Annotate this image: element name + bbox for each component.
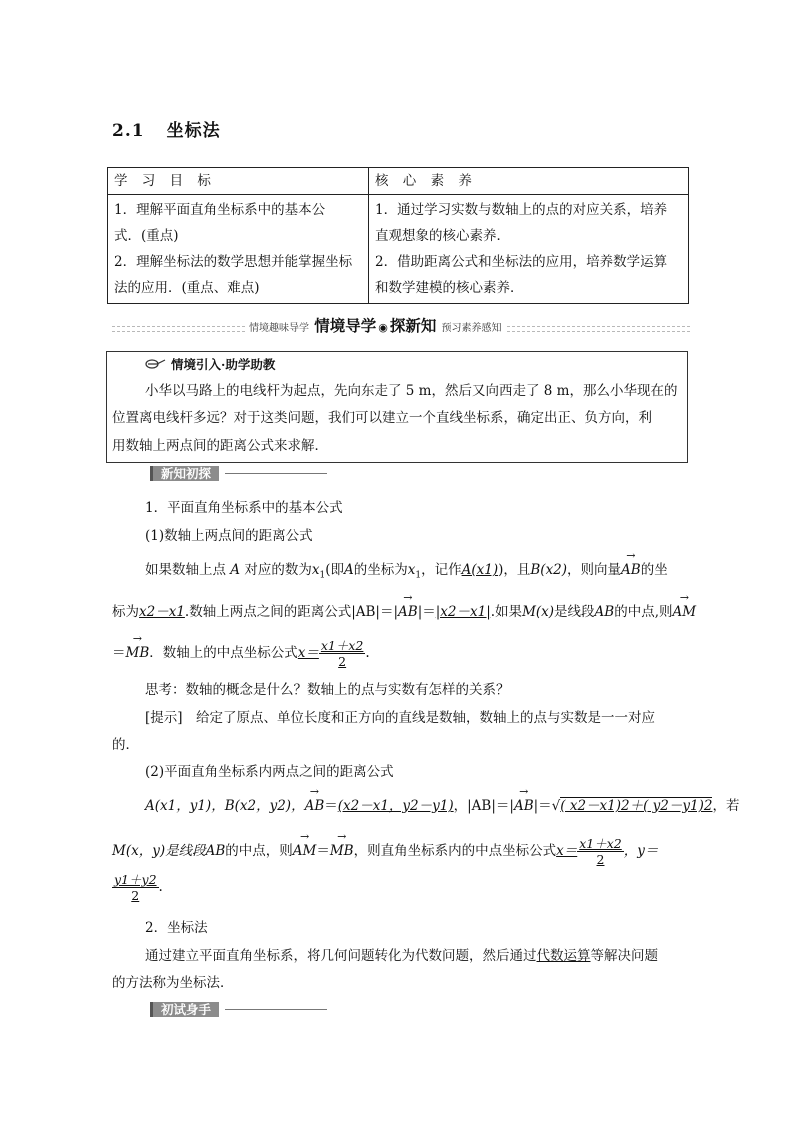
text-segment: (即 bbox=[325, 562, 344, 578]
text-segment: 的中点,则 bbox=[614, 604, 673, 620]
goal-right-1b: 直观想象的核心素养． bbox=[375, 228, 510, 244]
text-segment: .数轴上两点之间的距离公式|AB|＝| bbox=[184, 604, 399, 620]
section-banner bbox=[245, 314, 506, 336]
segment-ab: AB bbox=[205, 843, 226, 859]
text-segment: 是线段 bbox=[554, 604, 595, 620]
fraction-numerator: x1＋x2 bbox=[320, 638, 364, 653]
goal-left-1b: 式．(重点) bbox=[114, 228, 179, 244]
text-segment: 标为 bbox=[112, 604, 139, 620]
answer-algebraic-operation: 代数运算 bbox=[536, 948, 591, 964]
banner-main-1: 情境导学 bbox=[314, 316, 377, 335]
intro-heading-text: 情境引入·助学助教 bbox=[171, 357, 276, 372]
vector-ab: → AB bbox=[621, 562, 641, 578]
section-head-first-try: 初试身手 bbox=[150, 1002, 219, 1017]
paragraph-line-3: 如果数轴上点 A 对应的数为$x_1$(即A的坐标为$x_1$，记作A(x1))，且B(x2)，则向量→ AB的坐 bbox=[145, 558, 668, 581]
midpoint-fraction-x bbox=[577, 836, 624, 867]
point-b-x2: B(x2) bbox=[530, 562, 568, 578]
point-2-heading: 2．坐标法 bbox=[145, 920, 208, 936]
banner-right-text: 预习素养感知 bbox=[441, 323, 502, 334]
text-segment: 的坐标为 bbox=[353, 562, 408, 578]
goal-right-1a: 1．通过学习实数与数轴上的点的对应关系，培养 bbox=[375, 202, 668, 218]
intro-line-2: 位置离电线杆多远？对于这类问题，我们可以建立一个直线坐标系，确定出正、负方向，利 bbox=[112, 410, 652, 426]
text-segment: |＝ bbox=[417, 604, 436, 620]
answer-vector-coords: (x2－x1，y2－y1) bbox=[337, 798, 454, 814]
paragraph-line-9 bbox=[145, 794, 739, 814]
point-1-sub-heading: (1)数轴上两点间的距离公式 bbox=[145, 528, 313, 544]
banner-arrow-icon: ◉ bbox=[378, 321, 388, 334]
answer-distance-formula: ( x2－x1)2＋( y2－y1)2 bbox=[560, 798, 713, 814]
sqrt-symbol: |＝√ bbox=[533, 798, 561, 814]
intro-line-3: 用数轴上两点间的距离公式来求解． bbox=[112, 438, 328, 454]
text-segment: 通过建立平面直角坐标系，将几何问题转化为代数问题，然后通过 bbox=[145, 948, 537, 964]
fraction-denominator: 2 bbox=[338, 654, 347, 669]
section-title-text: 坐标法 bbox=[166, 121, 221, 141]
banner-left-text: 情境趣味导学 bbox=[249, 323, 309, 334]
text-segment: )，且 bbox=[498, 562, 531, 578]
text-segment: . bbox=[365, 645, 370, 661]
text-segment: 如果数轴上点 bbox=[145, 562, 226, 578]
vector-mb: → MB bbox=[126, 645, 150, 661]
paragraph-line-5 bbox=[112, 638, 370, 669]
goal-left-2b: 法的应用．(重点、难点) bbox=[114, 280, 260, 296]
goals-header-left: 学 习 目 标 bbox=[108, 168, 369, 195]
vector-ab: → AB bbox=[305, 798, 325, 814]
section-title bbox=[112, 116, 221, 141]
goal-right-2a: 2．借助距离公式和坐标法的应用，培养数学运算 bbox=[375, 254, 668, 270]
vector-am: → AM bbox=[293, 843, 317, 859]
text-segment: ＝ bbox=[316, 843, 330, 859]
text-segment: ＝ bbox=[112, 645, 126, 661]
text-segment: 的坐 bbox=[640, 562, 668, 578]
text-segment: ，y＝ bbox=[623, 843, 659, 859]
answer-abs-distance: |x2－x1| bbox=[435, 604, 491, 620]
goal-right-2b: 和数学建模的核心素养． bbox=[375, 280, 524, 296]
text-segment: ，若 bbox=[712, 798, 740, 814]
text-segment: ，记作 bbox=[421, 562, 462, 578]
segment-ab: AB bbox=[594, 604, 615, 620]
text-segment: 的中点，则 bbox=[225, 843, 293, 859]
point-1-sub-heading-2: (2)平面直角坐标系内两点之间的距离公式 bbox=[145, 764, 394, 780]
vector-mb: → MB bbox=[330, 843, 354, 859]
answer-midpoint-x-2d: x＝ bbox=[556, 843, 578, 859]
point-m-x: M(x) bbox=[522, 604, 555, 620]
fraction-denominator: 2 bbox=[131, 888, 140, 903]
text-segment: . bbox=[158, 879, 163, 895]
section-number: 2.1 bbox=[112, 121, 145, 141]
text-segment: ＝ bbox=[324, 798, 338, 814]
vector-ab: → AB bbox=[514, 798, 534, 814]
intro-leaf-icon bbox=[145, 358, 167, 370]
intro-line-1: 小华以马路上的电线杆为起点，先向东走了 5 m，然后又向西走了 8 m，那么小华现在的 bbox=[145, 383, 678, 399]
text-segment: 等解决问题 bbox=[590, 948, 658, 964]
hint-line-2: 的． bbox=[112, 737, 139, 753]
paragraph-line-13 bbox=[145, 944, 658, 964]
text-segment: M(x，y)是线段 bbox=[112, 843, 206, 859]
vector-ab: → AB bbox=[398, 604, 418, 620]
answer-x2-minus-x1: x2－x1 bbox=[139, 604, 185, 620]
paragraph-line-14: 的方法称为坐标法． bbox=[112, 975, 234, 991]
goals-header-right: 核 心 素 养 bbox=[369, 168, 689, 195]
fraction-denominator: 2 bbox=[596, 852, 605, 867]
midpoint-fraction-1d bbox=[319, 638, 366, 669]
answer-a-x1: A(x1) bbox=[461, 562, 499, 578]
goal-left-2a: 2．理解坐标法的数学思想并能掌握坐标 bbox=[114, 254, 353, 270]
text-segment: ，则向量 bbox=[567, 562, 622, 578]
answer-midpoint-x: x＝ bbox=[297, 645, 319, 661]
goals-left-cell bbox=[108, 195, 369, 304]
text-segment: ，|AB|＝| bbox=[453, 798, 514, 814]
text-segment: ．数轴上的中点坐标公式 bbox=[149, 645, 298, 661]
goal-left-1a: 1．理解平面直角坐标系中的基本公 bbox=[114, 202, 326, 218]
midpoint-fraction-y bbox=[112, 872, 159, 903]
paragraph-line-4 bbox=[112, 600, 696, 620]
section-head-new-knowledge: 新知初探 bbox=[150, 466, 219, 481]
goals-right-cell bbox=[369, 195, 689, 304]
paragraph-line-10 bbox=[112, 836, 658, 867]
fraction-numerator: y1＋y2 bbox=[114, 872, 157, 887]
paragraph-line-11 bbox=[112, 872, 163, 903]
fraction-numerator: x1＋x2 bbox=[579, 836, 622, 851]
text-segment: .如果 bbox=[490, 604, 523, 620]
point-1-heading: 1．平面直角坐标系中的基本公式 bbox=[145, 500, 343, 516]
text-segment: 对应的数为 bbox=[244, 562, 312, 578]
hint-line-1: [提示] 给定了原点、单位长度和正方向的直线是数轴，数轴上的点与实数是一一对应 bbox=[145, 710, 656, 726]
learning-goals-table bbox=[107, 167, 689, 304]
point-a-label: A bbox=[343, 562, 354, 578]
point-a-label: A bbox=[230, 562, 241, 578]
intro-heading bbox=[145, 355, 275, 373]
text-segment: ，则直角坐标系内的中点坐标公式 bbox=[353, 843, 557, 859]
points-ab-coords: A(x1，y1)，B(x2，y2)， bbox=[145, 798, 305, 814]
banner-main-2: 探新知 bbox=[389, 316, 437, 335]
think-question: 思考：数轴的概念是什么？数轴上的点与实数有怎样的关系？ bbox=[145, 682, 510, 698]
vector-am: → AM bbox=[673, 604, 697, 620]
